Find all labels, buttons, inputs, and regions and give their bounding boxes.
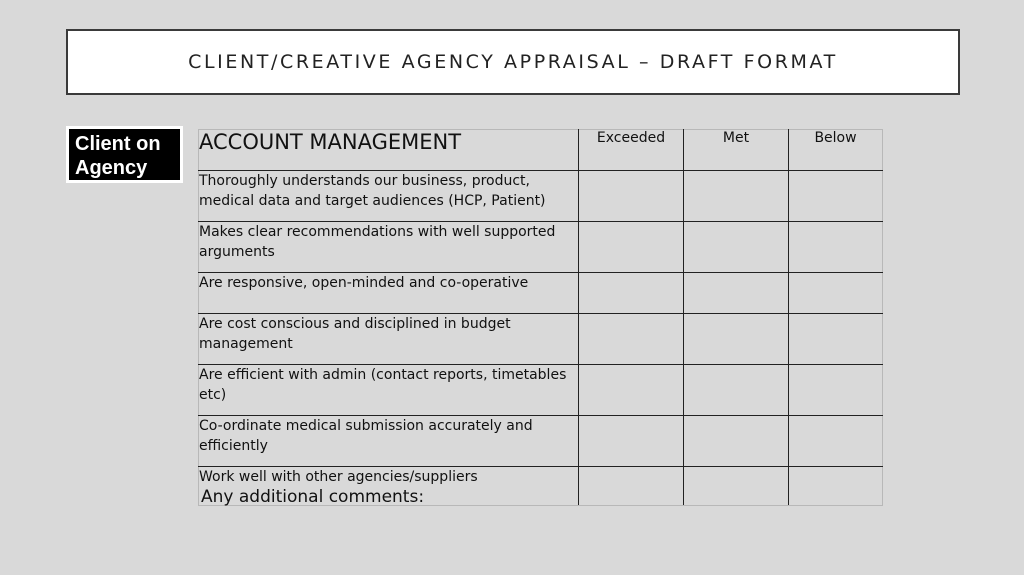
rating-cell-below[interactable]: [789, 365, 883, 416]
title-banner: [66, 29, 960, 95]
rating-cell-met[interactable]: [684, 467, 789, 506]
table-row: [199, 314, 883, 365]
table-row: [199, 416, 883, 467]
table-row: [199, 273, 883, 314]
rating-cell-exceeded[interactable]: [579, 273, 684, 314]
criterion-label: Are responsive, open-minded and co-operative: [199, 273, 579, 314]
criterion-label: Co-ordinate medical submission accurately and efficiently: [199, 416, 579, 467]
column-header-below: Below: [789, 130, 883, 171]
rating-cell-met[interactable]: [684, 171, 789, 222]
rating-cell-met[interactable]: [684, 314, 789, 365]
column-header-met: Met: [684, 130, 789, 171]
table-row: [199, 365, 883, 416]
section-label-badge: [66, 126, 183, 183]
rating-cell-met[interactable]: [684, 416, 789, 467]
rating-cell-exceeded[interactable]: [579, 467, 684, 506]
criterion-label: Makes clear recommendations with well supported arguments: [199, 222, 579, 273]
rating-cell-below[interactable]: [789, 467, 883, 506]
rating-cell-exceeded[interactable]: [579, 416, 684, 467]
criterion-label: Are efficient with admin (contact reports, timetables etc): [199, 365, 579, 416]
criterion-label: Work well with other agencies/suppliers: [199, 467, 579, 506]
rating-cell-exceeded[interactable]: [579, 314, 684, 365]
section-label: Client on Agency: [69, 129, 180, 180]
rating-cell-exceeded[interactable]: [579, 222, 684, 273]
column-header-exceeded: Exceeded: [579, 130, 684, 171]
rating-cell-exceeded[interactable]: [579, 171, 684, 222]
criterion-label: Thoroughly understands our business, product, medical data and target audiences (HCP, Patient): [199, 171, 579, 222]
rating-cell-met[interactable]: [684, 273, 789, 314]
appraisal-table: [198, 129, 883, 506]
rating-cell-exceeded[interactable]: [579, 365, 684, 416]
section-heading: ACCOUNT MANAGEMENT: [199, 130, 579, 171]
table-row: [199, 171, 883, 222]
rating-cell-met[interactable]: [684, 222, 789, 273]
rating-cell-below[interactable]: [789, 273, 883, 314]
rating-cell-met[interactable]: [684, 365, 789, 416]
table-header-row: [199, 130, 883, 171]
table-row: [199, 222, 883, 273]
comments-label: Any additional comments:: [201, 487, 425, 507]
rating-cell-below[interactable]: [789, 314, 883, 365]
rating-cell-below[interactable]: [789, 416, 883, 467]
rating-cell-below[interactable]: [789, 222, 883, 273]
rating-cell-below[interactable]: [789, 171, 883, 222]
criterion-label: Are cost conscious and disciplined in budget management: [199, 314, 579, 365]
page-title: CLIENT/CREATIVE AGENCY APPRAISAL – DRAFT FORMAT: [188, 51, 838, 73]
